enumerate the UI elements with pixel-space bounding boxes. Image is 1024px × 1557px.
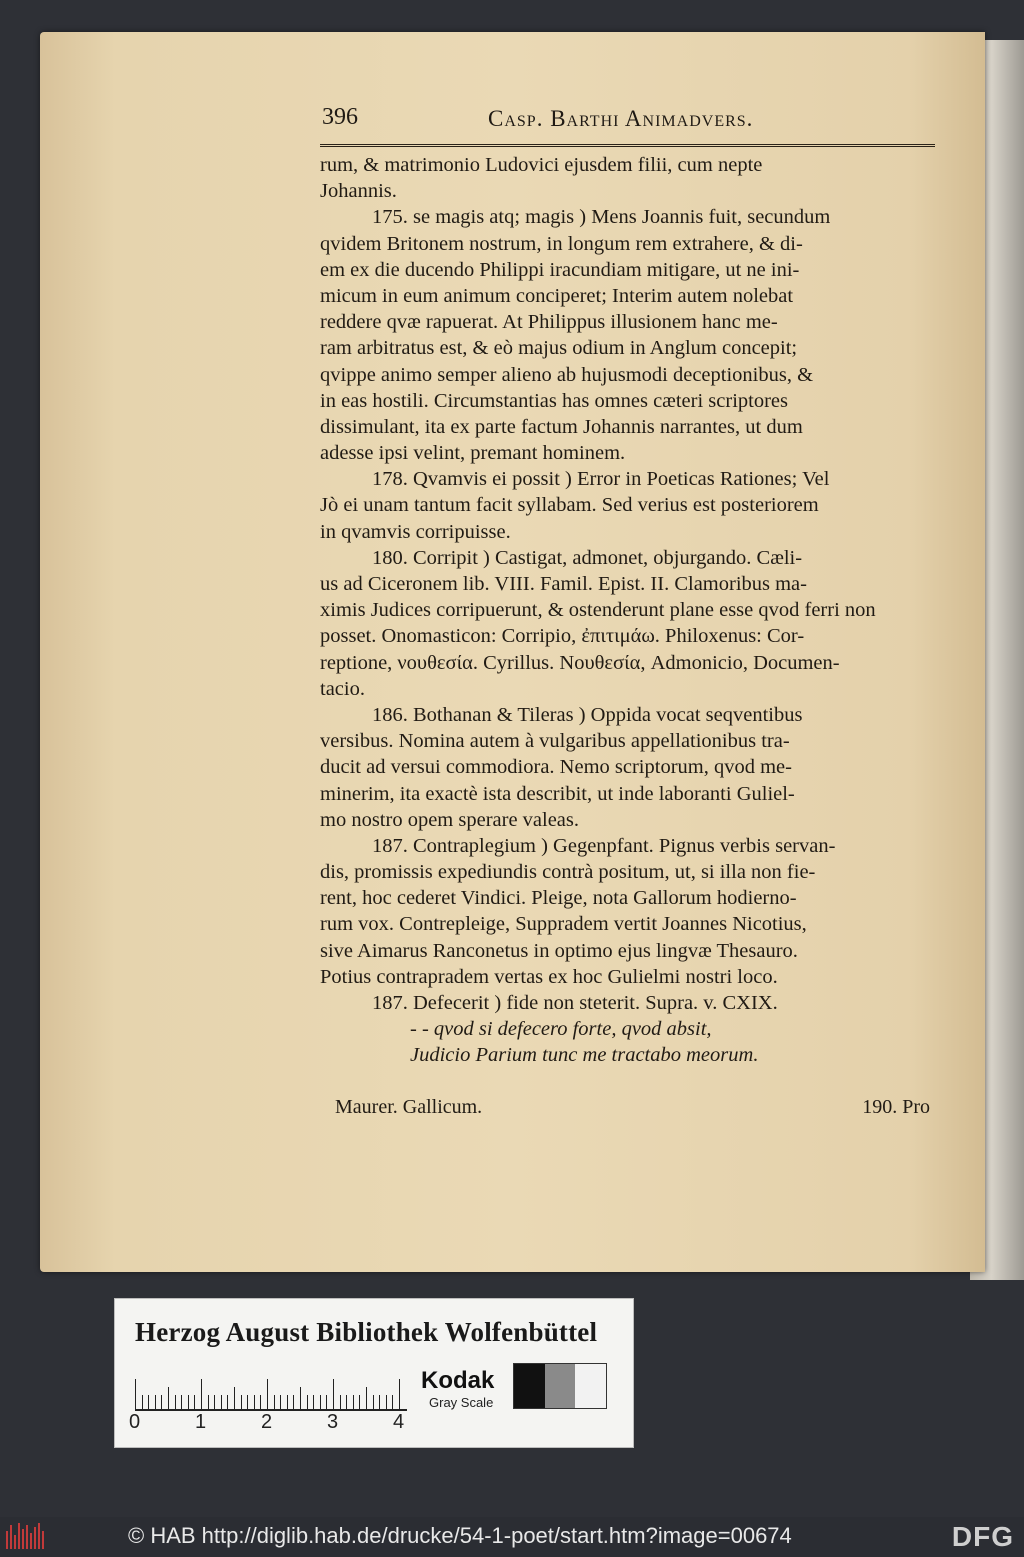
- verse-line: Judicio Parium tunc me tractabo meorum.: [410, 1044, 759, 1067]
- ruler-tick: [373, 1395, 374, 1409]
- running-title: Casp. Barthi Animadvers.: [488, 106, 754, 131]
- ruler-tick: [313, 1395, 314, 1409]
- ruler-tick: [208, 1395, 209, 1409]
- ruler-tick: [234, 1387, 235, 1409]
- ruler-tick: [227, 1395, 228, 1409]
- ruler-number: 1: [195, 1411, 207, 1433]
- text-line: tacio.: [320, 677, 365, 700]
- text-line: dissimulant, ita ex parte factum Johannis narrantes, ut dum: [320, 415, 803, 438]
- running-head: [320, 100, 935, 147]
- ruler-tick: [386, 1395, 387, 1409]
- text-line: rum, & matrimonio Ludovici ejusdem filii, cum nepte: [320, 154, 763, 176]
- ruler-tick: [333, 1379, 334, 1409]
- text-line: qvidem Britonem nostrum, in longum rem extrahere, & di-: [320, 232, 803, 255]
- ruler-tick: [307, 1395, 308, 1409]
- verse-line: - - qvod si defecero forte, qvod absit,: [410, 1018, 712, 1041]
- ruler-tick: [214, 1395, 215, 1409]
- page-number: 396: [322, 104, 358, 130]
- text-line: minerim, ita exactè ista describit, ut inde laboranti Guliel-: [320, 782, 795, 805]
- ruler-tick: [320, 1395, 321, 1409]
- text-line: 187. Defecerit ) fide non steterit. Supra. v. CXIX.: [372, 992, 778, 1014]
- text-line: dis, promissis expediundis contrà positum, ut, si illa non fie-: [320, 861, 816, 884]
- ruler-tick: [346, 1395, 347, 1409]
- ruler-number: 3: [327, 1411, 339, 1433]
- ruler-tick: [155, 1395, 156, 1409]
- text-line: qvippe animo semper alieno ab hujusmodi deceptionibus, &: [320, 363, 814, 386]
- gray-swatch: [575, 1364, 606, 1408]
- ruler-tick: [161, 1395, 162, 1409]
- text-line: in eas hostili. Circumstantias has omnes cæteri scriptores: [320, 389, 788, 412]
- page-footer: [335, 1096, 930, 1119]
- text-line: 178. Qvamvis ei possit ) Error in Poeticas Rationes; Vel: [372, 468, 830, 491]
- ruler-tick: [201, 1379, 202, 1409]
- ruler-number: 2: [261, 1411, 273, 1433]
- text-line: us ad Ciceronem lib. VIII. Famil. Epist. II. Clamoribus ma-: [320, 573, 807, 595]
- source-url-link[interactable]: © HAB http://diglib.hab.de/drucke/54-1-poet/start.htm?image=00674: [128, 1523, 792, 1548]
- text-line: rum vox. Contrepleige, Suppradem vertit Joannes Nicotius,: [320, 913, 807, 936]
- text-line: 187. Contraplegium ) Gegenpfant. Pignus verbis servan-: [372, 834, 836, 857]
- ruler-tick: [287, 1395, 288, 1409]
- text-line: adesse ipsi velint, premant hominem.: [320, 442, 626, 465]
- status-bar: [0, 1517, 1024, 1557]
- ruler-number: 4: [393, 1411, 405, 1433]
- ruler-tick: [188, 1395, 189, 1409]
- ruler-tick: [254, 1395, 255, 1409]
- text-line: reptione, νουθεσία. Cyrillus. Νουθεσία, Admonicio, Documen-: [320, 651, 840, 674]
- ruler-tick: [359, 1395, 360, 1409]
- ruler-tick: [399, 1379, 400, 1409]
- ruler-number: 0: [129, 1411, 141, 1433]
- ruler-tick: [260, 1395, 261, 1409]
- gray-swatches: [513, 1363, 607, 1409]
- text-line: ram arbitratus est, & eò majus odium in Anglum concepit;: [320, 337, 798, 360]
- dfg-logo: DFG: [951, 1521, 1014, 1552]
- ruler-tick: [300, 1387, 301, 1409]
- footer-note: Maurer. Gallicum.: [335, 1096, 483, 1118]
- ruler-tick: [293, 1395, 294, 1409]
- text-line: rent, hoc cederet Vindici. Pleige, nota Gallorum hodierno-: [320, 887, 797, 910]
- kodak-label: [421, 1367, 494, 1410]
- gray-swatch: [514, 1364, 545, 1408]
- text-line: reddere qvæ rapuerat. At Philippus illusionem hanc me-: [320, 311, 778, 334]
- ruler-tick: [280, 1395, 281, 1409]
- ruler-tick: [241, 1395, 242, 1409]
- ruler-tick: [267, 1379, 268, 1409]
- text-line: in qvamvis corripuisse.: [320, 520, 511, 543]
- text-line: micum in eum animum conciperet; Interim autem nolebat: [320, 284, 794, 307]
- page-text: [320, 152, 935, 1069]
- ruler-scale: [135, 1375, 407, 1411]
- text-line: 175. se magis atq; magis ) Mens Joannis fuit, secundum: [372, 206, 831, 229]
- hab-logo-icon: [6, 1523, 46, 1549]
- ruler-tick: [221, 1395, 222, 1409]
- ruler-tick: [135, 1379, 136, 1409]
- text-line: 180. Corripit ) Castigat, admonet, objurgando. Cæli-: [372, 546, 803, 569]
- ruler-tick: [142, 1395, 143, 1409]
- text-line: Johannis.: [320, 180, 397, 203]
- gray-swatch: [545, 1364, 576, 1408]
- text-line: Jò ei unam tantum facit syllabam. Sed verius est posteriorem: [320, 494, 819, 517]
- library-name: Herzog August Bibliothek Wolfenbüttel: [135, 1317, 598, 1347]
- ruler-tick: [379, 1395, 380, 1409]
- ruler-tick: [353, 1395, 354, 1409]
- ruler-tick: [247, 1395, 248, 1409]
- ruler-tick: [194, 1395, 195, 1409]
- text-line: mo nostro opem sperare valeas.: [320, 808, 580, 831]
- ruler-tick: [148, 1395, 149, 1409]
- ruler-tick: [175, 1395, 176, 1409]
- text-line: ximis Judices corripuerunt, & ostenderunt plane esse qvod ferri non: [320, 599, 876, 622]
- color-target-card: [114, 1298, 634, 1448]
- text-line: Potius contrapradem vertas ex hoc Gulielmi nostri loco.: [320, 965, 778, 988]
- text-line: versibus. Nomina autem à vulgaribus appellationibus tra-: [320, 730, 790, 753]
- ruler-tick: [340, 1395, 341, 1409]
- text-line: em ex die ducendo Philippi iracundiam mitigare, ut ne ini-: [320, 258, 800, 281]
- ruler-tick: [181, 1395, 182, 1409]
- text-line: 186. Bothanan & Tileras ) Oppida vocat seqventibus: [372, 703, 803, 726]
- gray-scale-label: Gray Scale: [429, 1395, 494, 1410]
- ruler-tick: [168, 1387, 169, 1409]
- kodak-brand: Kodak: [421, 1367, 495, 1394]
- text-line: posset. Onomasticon: Corripio, ἐπιτιμάω. Philoxenus: Cor-: [320, 625, 805, 648]
- ruler-tick: [366, 1387, 367, 1409]
- catchword: 190. Pro: [862, 1096, 930, 1118]
- text-line: ducit ad versui commodiora. Nemo scriptorum, qvod me-: [320, 756, 792, 779]
- text-line: sive Aimarus Ranconetus in optimo ejus lingvæ Thesauro.: [320, 939, 798, 962]
- ruler-tick: [274, 1395, 275, 1409]
- ruler-tick: [326, 1395, 327, 1409]
- ruler-tick: [392, 1395, 393, 1409]
